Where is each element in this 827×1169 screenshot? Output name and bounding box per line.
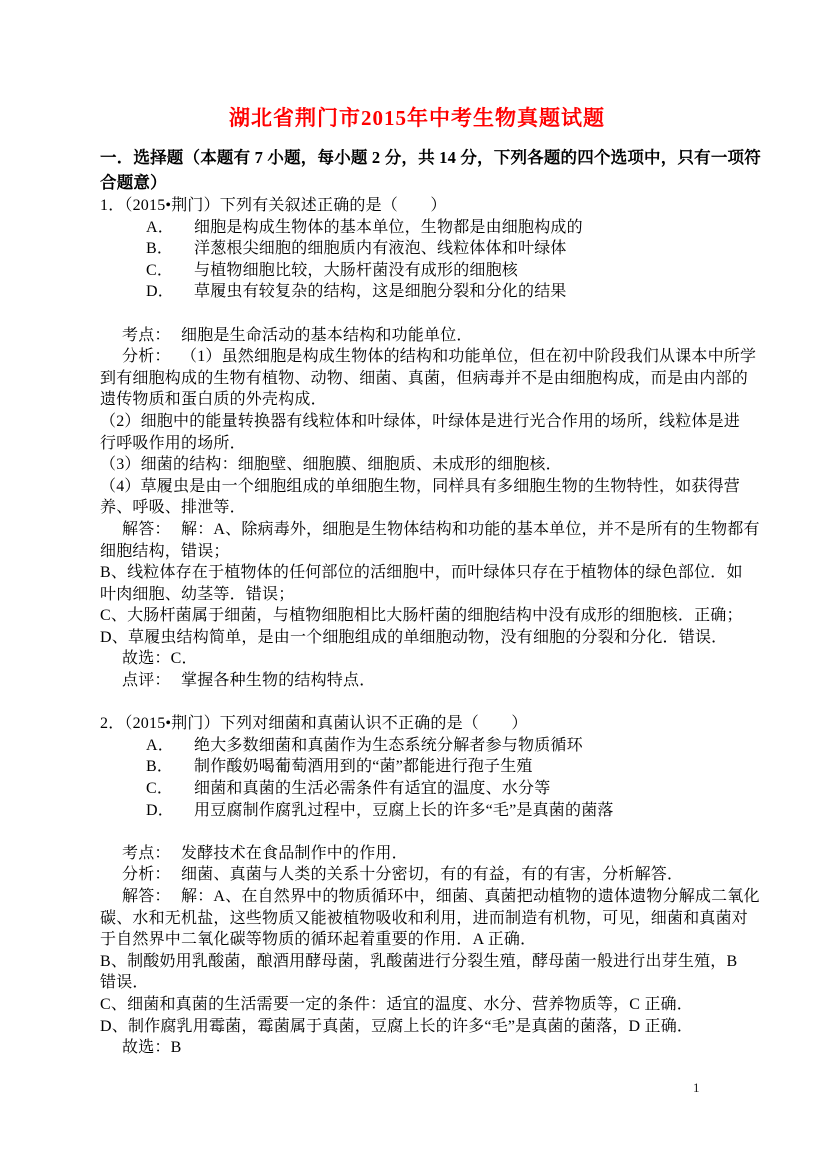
line-text: 掌握各种生物的结构特点． xyxy=(181,672,376,690)
line-text: 1．（2015•荆门）下列有关叙述正确的是（ ） xyxy=(100,197,447,214)
line-label: C． xyxy=(146,261,174,279)
text-line xyxy=(100,476,741,498)
line-text: B、线粒体存在于植物体的任何部位的活细胞中，而叶绿体只存在于植物体的绿色部位．如 xyxy=(100,564,743,582)
text-line xyxy=(100,1016,734,1038)
text-line xyxy=(100,929,734,951)
section-heading xyxy=(100,145,761,195)
line-text: 于自然界中二氧化碳等物质的循环起着重要的作用．A 正确． xyxy=(100,931,537,949)
line-text: 草履虫有较复杂的结构，这是细胞分裂和分化的结果 xyxy=(194,283,567,301)
line-text: B、制酸奶用乳酸菌，酿酒用酵母菌，乳酸菌进行分裂生殖，酵母菌一般进行出芽生殖，B xyxy=(100,952,738,970)
text-line xyxy=(100,584,734,606)
line-text: 解：A、除病毒外，细胞是生物体结构和功能的基本单位，并不是所有的生物都有 xyxy=(181,520,760,538)
line-text: 细胞结构，错误； xyxy=(100,542,230,560)
line-text: 绝大多数细菌和真菌作为生态系统分解者参与物质循环 xyxy=(194,736,583,754)
line-text: 碳、水和无机盐，这些物质又能被植物吸收和利用，进而制造有机物，可见，细菌和真菌对 xyxy=(100,909,749,927)
text-line xyxy=(100,195,734,217)
text-line xyxy=(100,260,734,282)
page-number: 1 xyxy=(693,1080,700,1095)
text-line xyxy=(100,1037,734,1059)
line-label: D． xyxy=(146,801,174,819)
line-label: C． xyxy=(146,780,174,798)
text-line xyxy=(100,497,734,519)
line-text: D、制作腐乳用霉菌，霉菌属于真菌，豆腐上长的许多“毛”是真菌的菌落，D 正确． xyxy=(100,1017,694,1035)
line-label: B． xyxy=(146,758,174,776)
text-line xyxy=(100,238,734,260)
line-text: 发酵技术在食品制作中的作用． xyxy=(181,844,408,862)
blank-line xyxy=(100,303,734,325)
line-label: 解答： xyxy=(122,520,171,538)
text-line xyxy=(100,325,734,347)
text-line xyxy=(100,368,749,390)
line-text: 与植物细胞比较，大肠杆菌没有成形的细胞核 xyxy=(194,261,519,279)
line-text: 细菌和真菌的生活必需条件有适宜的温度、水分等 xyxy=(194,780,551,798)
text-line xyxy=(100,648,734,670)
line-label: 分析： xyxy=(122,348,171,366)
line-text: 错误． xyxy=(100,974,149,992)
text-line xyxy=(100,713,734,735)
line-text: 故选：C． xyxy=(122,650,198,668)
line-label: B． xyxy=(146,240,174,258)
page-title: 湖北省荆门市2015年中考生物真题试题 xyxy=(229,106,605,130)
text-line xyxy=(100,389,734,411)
line-text: （2）细胞中的能量转换器有线粒体和叶绿体，叶绿体是进行光合作用的场所，线粒体是进 xyxy=(100,412,741,430)
text-line xyxy=(100,800,734,822)
line-text: 叶肉细胞、幼茎等．错误； xyxy=(100,585,295,603)
line-label: 点评： xyxy=(122,672,171,690)
line-label: A． xyxy=(146,736,174,754)
line-text: C、大肠杆菌属于细菌，与植物细胞相比大肠杆菌的细胞结构中没有成形的细胞核．正确； xyxy=(100,607,743,625)
text-line xyxy=(100,217,734,239)
blank-line xyxy=(100,692,734,714)
line-label: 考点： xyxy=(122,844,171,862)
text-line xyxy=(100,605,743,627)
text-line xyxy=(100,454,734,476)
line-text: 细菌、真菌与人类的关系十分密切，有的有益，有的有害，分析解答． xyxy=(181,866,684,884)
line-text: 养、呼吸、排泄等． xyxy=(100,499,246,517)
text-line xyxy=(100,972,734,994)
line-text: 用豆腐制作腐乳过程中，豆腐上长的许多“毛”是真菌的菌落 xyxy=(194,801,614,819)
content-lines xyxy=(100,195,760,1059)
line-text: D、草履虫结构简单，是由一个细胞组成的单细胞动物，没有细胞的分裂和分化．错误． xyxy=(100,628,728,646)
text-line xyxy=(100,433,734,455)
line-text: 2．（2015•荆门）下列对细菌和真菌认识不正确的是（ ） xyxy=(100,715,528,733)
text-line xyxy=(100,994,734,1016)
text-line xyxy=(100,670,734,692)
section-heading-line1: 一．选择题（本题有 7 小题，每小题 2 分，共 14 分，下列各题的四个选项中，只有一项符 xyxy=(100,148,761,167)
text-line xyxy=(100,735,734,757)
line-text: 制作酸奶喝葡萄酒用到的“菌”都能进行孢子生殖 xyxy=(194,758,533,776)
text-line xyxy=(100,756,734,778)
section-heading-line2: 合题意） xyxy=(100,173,167,192)
blank-line xyxy=(100,821,734,843)
line-text: 细胞是生命活动的基本结构和功能单位． xyxy=(181,326,473,344)
line-text: C、细菌和真菌的生活需要一定的条件：适宜的温度、水分、营养物质等，C 正确． xyxy=(100,995,693,1013)
line-text: （1）虽然细胞是构成生物体的结构和功能单位，但在初中阶段我们从课本中所学 xyxy=(181,348,757,366)
text-line xyxy=(100,778,734,800)
text-line xyxy=(100,951,738,973)
line-label: 解答： xyxy=(122,888,171,905)
line-text: 细胞是构成生物体的基本单位，生物都是由细胞构成的 xyxy=(194,218,583,236)
line-label: 考点： xyxy=(122,326,171,344)
text-line xyxy=(100,346,757,368)
page-content xyxy=(100,104,761,1059)
line-text: 遗传物质和蛋白质的外壳构成． xyxy=(100,391,327,409)
text-line xyxy=(100,519,760,541)
text-line xyxy=(100,886,760,908)
line-label: 分析： xyxy=(122,866,171,884)
text-line xyxy=(100,908,749,930)
text-line xyxy=(100,281,734,303)
text-line xyxy=(100,864,734,886)
text-line xyxy=(100,541,734,563)
line-text: 到有细胞构成的生物有植物、动物、细菌、真菌，但病毒并不是由细胞构成，而是由内部的 xyxy=(100,369,749,387)
line-text: 行呼吸作用的场所． xyxy=(100,434,246,452)
text-line xyxy=(100,627,734,649)
line-text: （4）草履虫是由一个细胞组成的单细胞生物，同样具有多细胞生物的生物特性，如获得营 xyxy=(100,477,741,495)
line-text: 洋葱根尖细胞的细胞质内有液泡、线粒体体和叶绿体 xyxy=(194,240,567,258)
text-line xyxy=(100,562,743,584)
line-label: D． xyxy=(146,283,174,301)
line-text: 解：A、在自然界中的物质循环中，细菌、真菌把动植物的遗体遗物分解成二氧化 xyxy=(181,888,760,905)
line-text: （3）细菌的结构：细胞壁、细胞膜、细胞质、未成形的细胞核． xyxy=(100,456,562,474)
text-line xyxy=(100,843,734,865)
line-label: A． xyxy=(146,218,174,236)
text-line xyxy=(100,411,741,433)
line-text: 故选：B xyxy=(122,1039,182,1057)
